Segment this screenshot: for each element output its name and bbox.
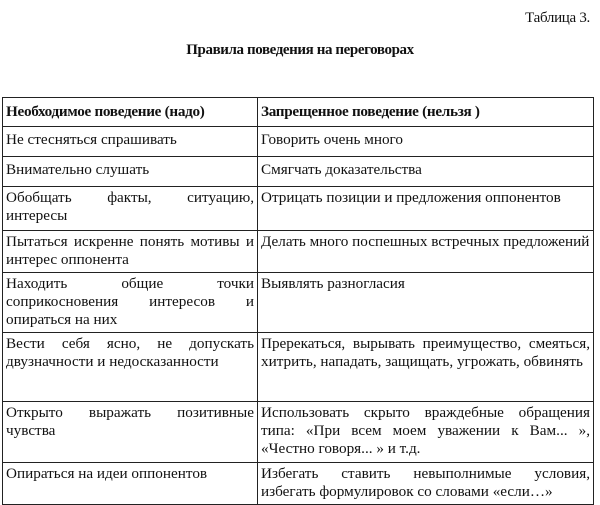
page-title: Правила поведения на переговорах (186, 42, 414, 58)
table-caption: Таблица 3. (525, 10, 590, 26)
table-row (3, 402, 594, 463)
allowed-cell: Не стесняться спрашивать (3, 127, 258, 157)
table-row (3, 157, 594, 187)
forbidden-cell: Избегать ставить невыполнимые условия, избегать формулировок со словами «если…» (258, 463, 594, 505)
forbidden-cell: Использовать скрыто враждебные обращения типа: «При всем моем уважении к Вам... », «Честно говоря... » и т.д. (258, 402, 594, 463)
allowed-cell: Находить общие точки соприкосновения интересов и опираться на них (3, 273, 258, 333)
table-row (3, 463, 594, 505)
allowed-cell: Внимательно слушать (3, 157, 258, 187)
forbidden-cell: Говорить очень много (258, 127, 594, 157)
table-row (3, 231, 594, 273)
allowed-cell: Опираться на идеи оппонентов (3, 463, 258, 505)
table-header-row (3, 98, 594, 127)
table-row (3, 187, 594, 231)
forbidden-cell: Смягчать доказательства (258, 157, 594, 187)
header-forbidden: Запрещенное поведение (нельзя ) (258, 98, 594, 127)
allowed-cell: Открыто выражать позитивные чувства (3, 402, 258, 463)
allowed-cell: Обобщать факты, ситуацию, интересы (3, 187, 258, 231)
allowed-cell: Пытаться искренне понять мотивы и интерес оппонента (3, 231, 258, 273)
forbidden-cell: Делать много поспешных встречных предложений (258, 231, 594, 273)
table-row (3, 333, 594, 402)
forbidden-cell: Выявлять разногласия (258, 273, 594, 333)
forbidden-cell: Отрицать позиции и предложения оппонентов (258, 187, 594, 231)
allowed-cell: Вести себя ясно, не допускать двузначности и недосказанности (3, 333, 258, 402)
behavior-rules-table (2, 97, 594, 505)
forbidden-cell: Пререкаться, вырывать преимущество, смеяться, хитрить, нападать, защищать, угрожать, обвинять (258, 333, 594, 402)
table-row (3, 127, 594, 157)
table-row (3, 273, 594, 333)
header-allowed: Необходимое поведение (надо) (3, 98, 258, 127)
